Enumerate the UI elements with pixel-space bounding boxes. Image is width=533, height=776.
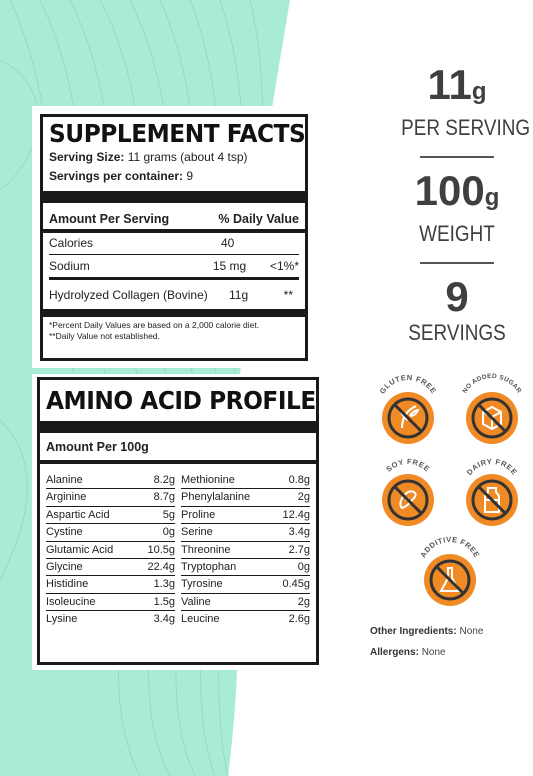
amino-acid-value: 22.4g	[147, 561, 175, 574]
amino-acid-row	[181, 594, 310, 611]
sugar-cube-icon	[456, 368, 528, 450]
facts-header-row	[49, 209, 299, 229]
other-ingredients	[370, 626, 483, 637]
facts-row-sodium	[49, 255, 299, 280]
amino-acid-panel	[37, 377, 319, 665]
amino-acid-value: 5g	[162, 508, 175, 521]
amino-acid-value: 0.45g	[282, 578, 310, 591]
serving-size-value: 11 grams (about 4 tsp)	[127, 150, 248, 164]
amino-acid-row	[181, 489, 310, 506]
supplement-facts-panel	[40, 114, 308, 361]
amino-acid-value: 0g	[297, 561, 310, 574]
amino-acid-value: 0g	[162, 526, 175, 539]
serving-size-line	[49, 148, 299, 167]
stat-per-serving-label: PER SERVING	[401, 115, 531, 140]
amino-acid-title: AMINO ACID PROFILE	[46, 386, 316, 415]
stat-servings	[392, 274, 522, 346]
amino-acid-value: 10.5g	[147, 543, 175, 556]
stat-servings-value: 9	[445, 273, 469, 320]
amino-acid-name: Proline	[181, 508, 216, 521]
svg-text:DAIRY FREE	[465, 457, 519, 477]
amino-acid-row	[181, 559, 310, 576]
nutrient-amount: 11g	[229, 288, 249, 302]
amino-acid-row	[46, 489, 175, 506]
amino-acid-name: Valine	[181, 595, 211, 608]
amino-acid-name: Alanine	[46, 474, 83, 486]
amino-acid-subtitle: Amount Per 100g	[46, 440, 149, 454]
amino-acid-name: Isoleucine	[46, 595, 96, 608]
allergens-label: Allergens:	[370, 647, 419, 658]
other-ingredients-value: None	[459, 626, 484, 637]
supplement-facts-card	[32, 106, 316, 368]
amount-per-serving-header: Amount Per Serving	[49, 212, 170, 226]
soy-icon	[372, 450, 444, 532]
amino-acid-row	[46, 594, 175, 611]
nutrient-name: Hydrolyzed Collagen (Bovine)	[49, 288, 208, 302]
thick-divider	[40, 421, 316, 433]
amino-acid-row	[46, 524, 175, 541]
stat-weight-label: WEIGHT	[419, 221, 495, 246]
facts-row-calories	[49, 233, 299, 255]
stat-unit: g	[471, 78, 487, 105]
nutrient-dv	[281, 233, 299, 254]
amino-acid-value: 8.7g	[153, 491, 175, 504]
amino-acid-name: Phenylalanine	[181, 491, 251, 504]
amino-acid-name: Aspartic Acid	[46, 508, 110, 521]
supplement-facts-title: SUPPLEMENT FACTS	[49, 119, 306, 148]
amino-acid-value: 12.4g	[282, 508, 310, 521]
amino-acid-value: 1.5g	[153, 595, 175, 608]
stat-weight	[392, 168, 522, 247]
stat-per-serving	[392, 61, 531, 141]
amino-acid-value: 3.4g	[288, 526, 310, 539]
no-added-sugar-badge	[456, 368, 528, 450]
flask-icon	[414, 530, 486, 612]
amino-acid-name: Leucine	[181, 613, 220, 626]
amino-acid-value: 8.2g	[153, 474, 175, 486]
footnote-daily-values: *Percent Daily Values are based on a 2,000 calorie diet.	[49, 320, 260, 330]
amino-acid-card	[32, 374, 324, 670]
nutrient-dv: <1%*	[269, 259, 299, 273]
stat-number: 100	[414, 167, 485, 214]
amino-acid-row	[181, 611, 310, 627]
amino-acid-value: 3.4g	[153, 613, 175, 626]
amino-acid-row	[46, 472, 175, 489]
milk-bottle-icon	[456, 450, 528, 532]
nutrient-amount: 15 mg	[212, 259, 247, 273]
badge-label: SOY FREE	[384, 456, 432, 474]
stat-divider	[420, 156, 494, 158]
allergens-value: None	[421, 647, 446, 658]
amino-acid-value: 2g	[297, 491, 310, 504]
amino-acid-name: Glutamic Acid	[46, 543, 114, 556]
stat-per-serving-value	[392, 62, 522, 115]
amino-acid-value: 1.3g	[153, 578, 175, 591]
amino-acid-row	[46, 611, 175, 627]
amino-acid-name: Glycine	[46, 561, 83, 574]
amino-acid-value: 2g	[297, 595, 310, 608]
amino-acid-name: Lysine	[46, 613, 78, 626]
dairy-free-badge	[456, 450, 528, 532]
amino-acid-row	[46, 542, 175, 559]
stat-weight-value	[392, 168, 522, 221]
servings-per-container-line	[49, 167, 299, 186]
amino-acid-row	[181, 576, 310, 593]
other-ingredients-label: Other Ingredients:	[370, 626, 457, 637]
medium-divider	[40, 460, 316, 464]
daily-value-header: % Daily Value	[218, 212, 299, 226]
serving-size-label: Serving Size:	[49, 150, 125, 164]
nutrient-name: Calories	[49, 236, 94, 250]
badge-label: GLUTEN FREE	[377, 372, 439, 396]
amino-acid-value: 2.7g	[288, 543, 310, 556]
amino-acid-grid	[46, 472, 310, 628]
nutrient-dv: **	[283, 288, 293, 302]
servings-per-container-value: 9	[186, 169, 194, 183]
amino-acid-name: Serine	[181, 526, 213, 539]
gluten-free-badge	[372, 368, 444, 450]
amino-acid-row	[181, 524, 310, 541]
amino-acid-name: Cystine	[46, 526, 83, 539]
amino-acid-column-left	[46, 472, 175, 628]
amino-acid-column-right	[181, 472, 310, 628]
nutrient-amount: 40	[221, 236, 235, 250]
amino-acid-name: Methionine	[181, 474, 235, 486]
amino-acid-value: 0.8g	[288, 474, 310, 486]
servings-per-container-label: Servings per container:	[49, 169, 184, 183]
badge-label: ADDITIVE FREE	[418, 534, 482, 560]
gluten-free-icon	[372, 368, 444, 450]
amino-acid-name: Arginine	[46, 491, 87, 504]
thick-divider	[43, 309, 305, 317]
stat-unit: g	[484, 184, 500, 211]
stat-divider	[420, 262, 494, 264]
amino-acid-row	[46, 507, 175, 524]
amino-acid-row	[46, 576, 175, 593]
amino-acid-row	[181, 472, 310, 489]
amino-acid-value: 2.6g	[288, 613, 310, 626]
svg-text:NO ADDED SUGAR	[461, 373, 522, 395]
amino-acid-row	[181, 542, 310, 559]
thick-divider	[43, 191, 305, 203]
amino-acid-name: Tyrosine	[181, 578, 223, 591]
facts-row-collagen	[49, 283, 299, 307]
additive-free-badge	[414, 530, 486, 612]
stat-servings-label: SERVINGS	[408, 320, 506, 345]
stat-number: 11	[427, 61, 472, 108]
amino-acid-row	[46, 559, 175, 576]
amino-acid-name: Tryptophan	[181, 561, 237, 574]
badge-label: NO ADDED SUGAR	[461, 372, 523, 395]
nutrient-name: Sodium	[49, 259, 90, 273]
badge-label: DAIRY FREE	[464, 456, 520, 477]
svg-text:SOY FREE	[384, 457, 432, 474]
amino-acid-row	[181, 507, 310, 524]
allergens	[370, 647, 446, 658]
footnote-not-established: **Daily Value not established.	[49, 331, 160, 341]
amino-acid-name: Threonine	[181, 543, 231, 556]
amino-acid-name: Histidine	[46, 578, 89, 591]
soy-free-badge	[372, 450, 444, 532]
